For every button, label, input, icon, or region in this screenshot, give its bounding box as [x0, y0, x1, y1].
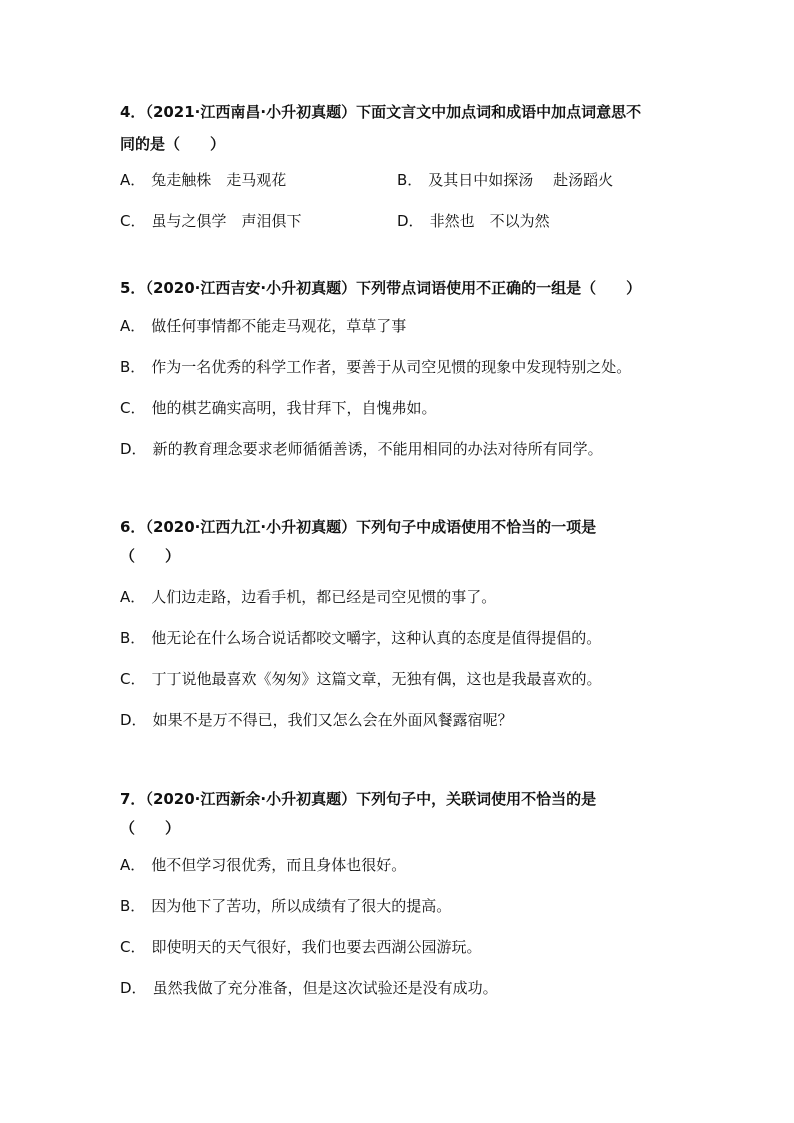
- option-c: [120, 669, 602, 689]
- option-text: 虽与之俱学 声泪俱下: [151, 212, 302, 230]
- option-text: 如果不是万不得已，我们又怎么会在外面风餐露宿呢？: [152, 711, 513, 729]
- option-letter: D．: [120, 440, 147, 458]
- option-letter: C．: [120, 399, 146, 417]
- option-a: [120, 316, 406, 336]
- question-4: [120, 96, 680, 246]
- question-text: （2020·江西新余·小升初真题）下列句子中，关联词使用不恰当的是: [145, 790, 597, 808]
- option-text: 作为一名优秀的科学工作者，要善于从司空见惯的现象中发现特别之处。: [151, 358, 632, 376]
- option-letter: C．: [120, 670, 146, 688]
- option-a: [120, 855, 406, 875]
- option-b: [120, 896, 451, 916]
- option-text: 兔走触株 走马观花: [151, 171, 287, 189]
- option-text: 因为他下了苦功，所以成绩有了很大的提高。: [151, 897, 452, 915]
- option-text: 他无论在什么场合说话都咬文嚼字，这种认真的态度是值得提倡的。: [151, 629, 602, 647]
- option-letter: A．: [120, 171, 146, 189]
- question-number: 5．: [120, 279, 146, 297]
- option-text: 他的棋艺确实高明，我甘拜下，自愧弗如。: [151, 399, 437, 417]
- option-letter: D．: [120, 979, 147, 997]
- option-c: [120, 937, 482, 957]
- question-5: [120, 272, 680, 472]
- option-d: [120, 439, 603, 459]
- option-text: 人们边走路，边看手机，都已经是司空见惯的事了。: [151, 588, 497, 606]
- option-text: 非然也 不以为然: [429, 212, 550, 230]
- question-text: （2020·江西九江·小升初真题）下列句子中成语使用不恰当的一项是: [145, 518, 597, 536]
- option-letter: B．: [120, 897, 146, 915]
- question-number: 4．: [120, 103, 146, 121]
- option-a: [120, 170, 286, 190]
- question-stem-continued: 同的是（ ）: [120, 135, 226, 153]
- question-stem: [120, 511, 680, 543]
- option-letter: B．: [397, 171, 423, 189]
- option-b: [397, 170, 613, 190]
- option-b: [120, 628, 601, 648]
- question-6: [120, 511, 680, 741]
- option-letter: A．: [120, 856, 146, 874]
- option-a: [120, 587, 496, 607]
- option-text: 新的教育理念要求老师循循善诱，不能用相同的办法对待所有同学。: [152, 440, 603, 458]
- option-letter: D．: [397, 212, 424, 230]
- option-d: [120, 978, 498, 998]
- option-c: [120, 211, 302, 231]
- option-letter: A．: [120, 588, 146, 606]
- option-text: 虽然我做了充分准备，但是这次试验还是没有成功。: [152, 979, 498, 997]
- question-stem-continued: （ ）: [120, 547, 181, 565]
- option-letter: D．: [120, 711, 147, 729]
- option-d: [120, 710, 513, 730]
- option-text: 及其日中如探汤 赴汤蹈火: [428, 171, 614, 189]
- option-letter: A．: [120, 317, 146, 335]
- option-d: [397, 211, 550, 231]
- option-text: 做任何事情都不能走马观花，草草了事: [151, 317, 407, 335]
- question-text: （2021·江西南昌·小升初真题）下面文言文中加点词和成语中加点词意思不: [145, 103, 642, 121]
- question-number: 6．: [120, 518, 146, 536]
- option-letter: C．: [120, 938, 146, 956]
- question-stem: [120, 96, 680, 128]
- question-stem: [120, 272, 680, 304]
- option-letter: B．: [120, 358, 146, 376]
- option-text: 即使明天的天气很好，我们也要去西湖公园游玩。: [151, 938, 482, 956]
- question-number: 7．: [120, 790, 146, 808]
- question-7: [120, 783, 680, 1013]
- question-stem-continued: （ ）: [120, 819, 181, 837]
- option-c: [120, 398, 437, 418]
- question-text: （2020·江西吉安·小升初真题）下列带点词语使用不正确的一组是（ ）: [145, 279, 642, 297]
- question-stem: [120, 783, 680, 815]
- option-text: 丁丁说他最喜欢《匆匆》这篇文章，无独有偶，这也是我最喜欢的。: [151, 670, 602, 688]
- option-letter: B．: [120, 629, 146, 647]
- option-b: [120, 357, 631, 377]
- option-letter: C．: [120, 212, 146, 230]
- option-text: 他不但学习很优秀，而且身体也很好。: [151, 856, 407, 874]
